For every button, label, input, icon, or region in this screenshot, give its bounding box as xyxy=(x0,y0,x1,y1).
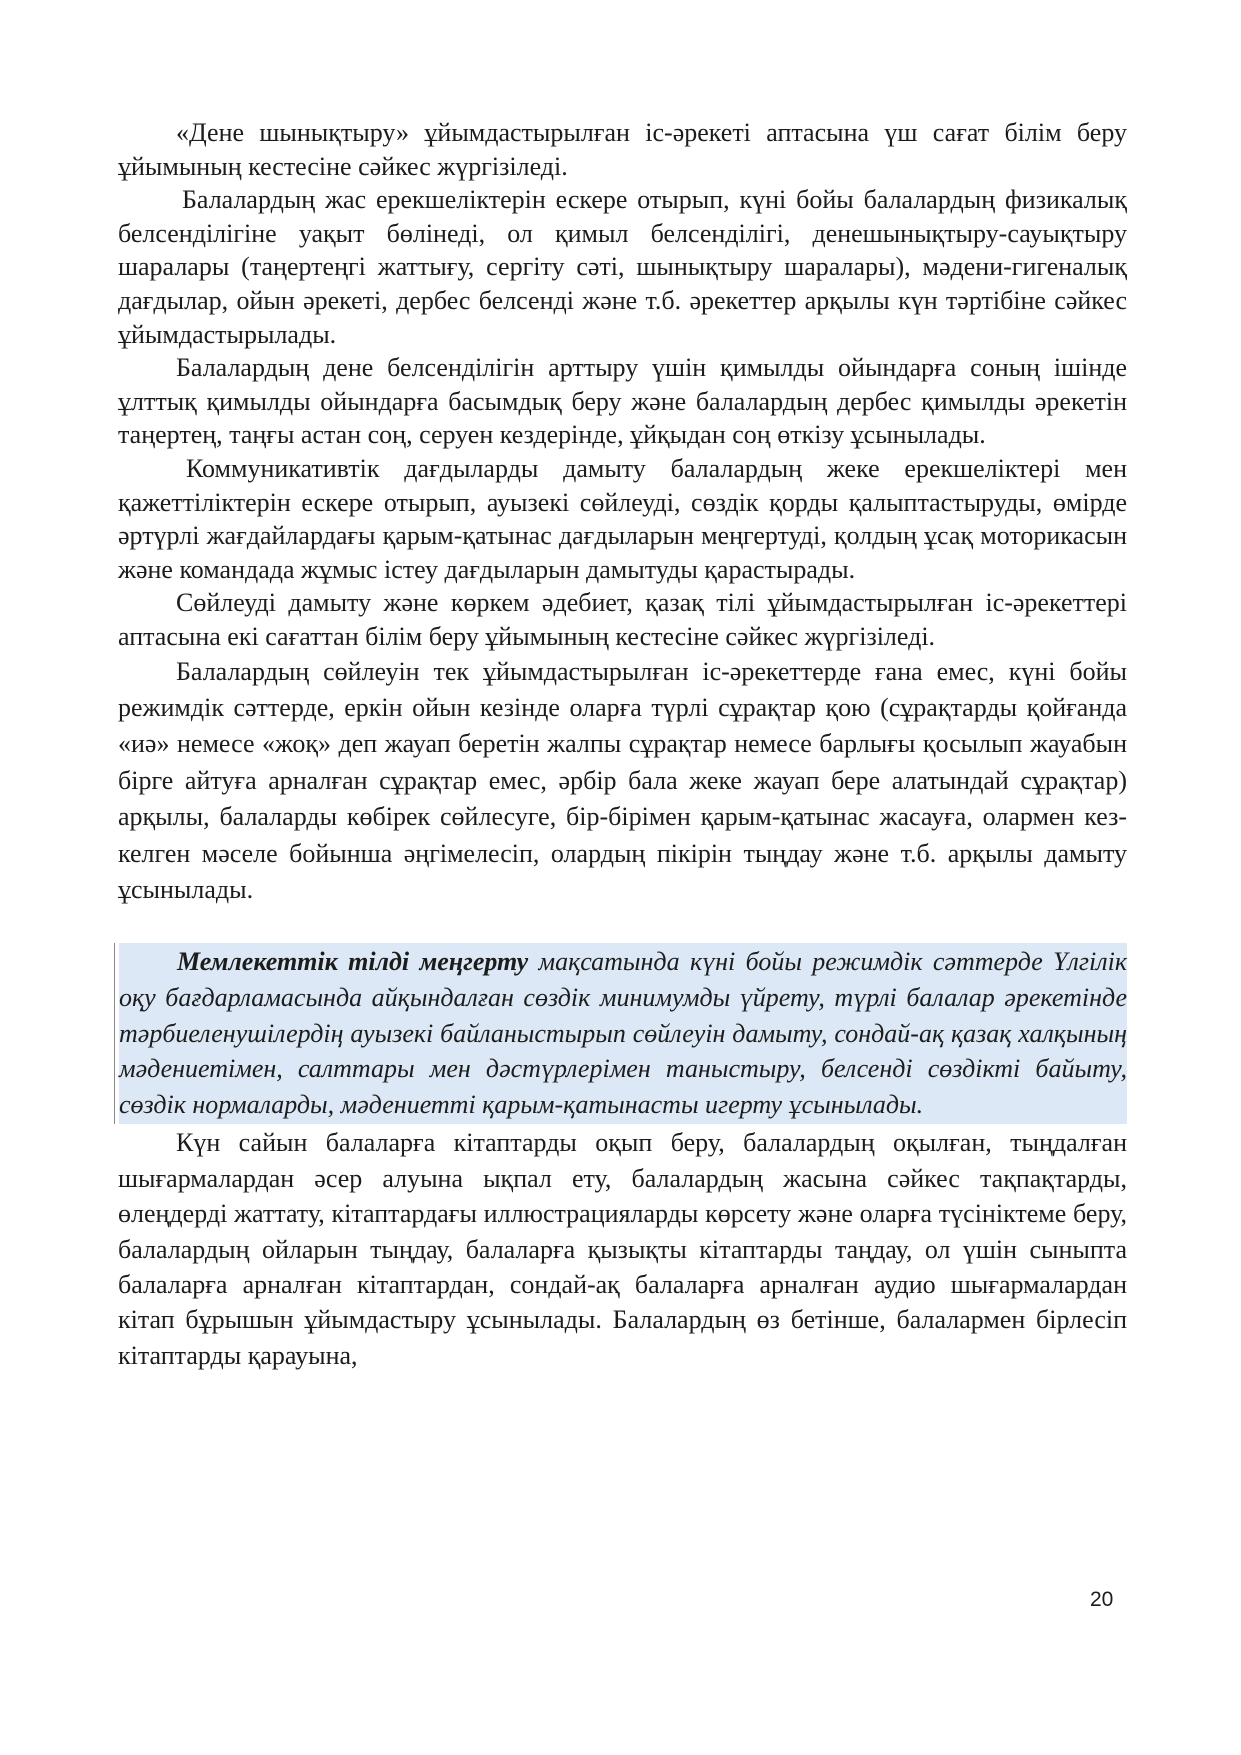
paragraph-physical-education: «Дене шынықтыру» ұйымдастырылған іс-әрекеті аптасына үш сағат білім беру ұйымының кестесіне сәйкес жүргізіледі. xyxy=(118,118,1127,181)
page-body xyxy=(118,116,1127,1373)
highlighted-paragraph xyxy=(119,943,1127,1124)
paragraph-speech-questions: Балалардың сөйлеуін тек ұйымдастырылған іс-әрекеттерде ғана емес, күні бойы режимдік сәттерде, еркін ойын кезінде оларға түрлі сұрақтар қою (сұрақтарды қойғанда «иә» немесе «жоқ» деп жауап беретін жалпы сұрақтар немесе барлығы қосылып жауабын бірге айтуға арналған сұрақтар емес, әрбір бала жеке жауап бере алатындай сұрақтар) арқылы, балаларды көбірек сөйлесуге, бір-бірімен қарым-қатынас жасауға, олармен кез-келген мәселе бойынша әңгімелесіп, олардың пікірін тыңдау және т.б. арқылы дамыту ұсынылады. xyxy=(118,656,1127,904)
paragraph-physical-activity: Балалардың жас ерекшеліктерін ескере отырып, күні бойы балалардың физикалық белсенділігіне уақыт бөлінеді, ол қимыл белсенділігі, денешынықтыру-сауықтыру шаралары (таңертеңгі жаттығу, сергіту сәті, шынықтыру шаралары), мәдени-гигеналық дағдылар, ойын әрекеті, дербес белсенді және т.б. әрекеттер арқылы күн тәртібіне сәйкес ұйымдастырылады. xyxy=(118,185,1127,349)
paragraph-gap xyxy=(118,908,1127,943)
highlighted-block xyxy=(114,943,1127,1124)
paragraph-reading-books: Күн сайын балаларға кітаптарды оқып беру, балалардың оқылған, тыңдалған шығармалардан әсер алуына ықпал ету, балалардың жасына сәйкес тақпақтарды, өлеңдерді жаттату, кітаптардағы иллюстрацияларды көрсету және оларға түсініктеме беру, балалардың ойларын тыңдау, балаларға қызықты кітаптарды таңдау, ол үшін сыныпта балаларға арналған кітаптардан, сондай-ақ балаларға арналған аудио шығармалардан кітап бұрышын ұйымдастыру ұсынылады. Балалардың өз бетінше, балалармен бірлесіп кітаптарды қарауына, xyxy=(118,1128,1127,1370)
highlight-lead-text: Мемлекеттік тілді меңгерту xyxy=(177,947,529,977)
highlight-body-text: мақсатында күні бойы режимдік сәттерде Үлгілік оқу бағдарламасында айқындалған сөздік минимумды үйрету, түрлі балалар әрекетінде тәрбиеленушілердің ауызекі байланыстырып сөйлеуін дамыту, сондай-ақ қазақ халқының мәдениетімен, салттары мен дәстүрлерімен таныстыру, белсенді сөздікті байыту, сөздік нормаларды, мәдениетті қарым-қатынасты игерту ұсынылады. xyxy=(119,947,1127,1119)
paragraph-communication-skills: Коммуникативтік дағдыларды дамыту балалардың жеке ерекшеліктері мен қажеттіліктерін ескере отырып, ауызекі сөйлеуді, сөздік қорды қалыптастыруды, өмірде әртүрлі жағдайлардағы қарым-қатынас дағдыларын меңгертуді, қолдың ұсақ моторикасын және командада жұмыс істеу дағдыларын дамытуды қарастырады. xyxy=(118,453,1127,584)
paragraph-speech-development: Сөйлеуді дамыту және көркем әдебиет, қазақ тілі ұйымдастырылған іс-әрекеттері аптасына екі сағаттан білім беру ұйымының кестесіне сәйкес жүргізіледі. xyxy=(118,588,1127,651)
paragraph-active-games: Балалардың дене белсенділігін арттыру үшін қимылды ойындарға соның ішінде ұлттық қимылды ойындарға басымдық беру және балалардың дербес қимылды әрекетін таңертең, таңғы астан соң, серуен кездерінде, ұйқыдан соң өткізу ұсынылады. xyxy=(118,353,1127,450)
page-number: 20 xyxy=(1090,1588,1114,1611)
